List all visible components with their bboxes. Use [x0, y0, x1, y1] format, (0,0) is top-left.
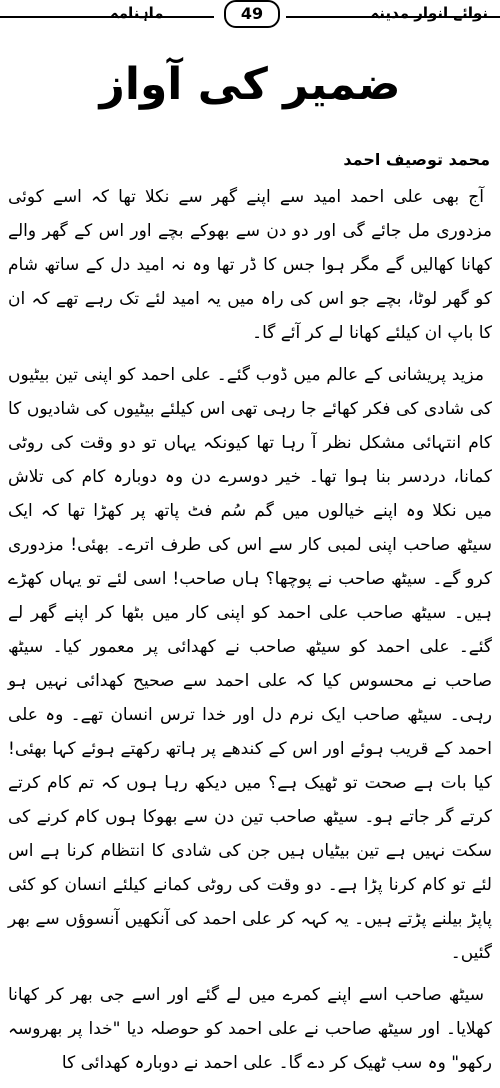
publication-name: نوائے انوار مدینہ: [370, 4, 488, 22]
article-author: محمد توصیف احمد: [343, 150, 490, 169]
article-body: [8, 180, 492, 1088]
magazine-label: ماہنامہ: [110, 4, 164, 22]
page-number: 49: [224, 0, 280, 28]
header-rule-left: [0, 16, 214, 18]
paragraph: مزید پریشانی کے عالم میں ڈوب گئے۔ علی احمد کو اپنی تین بیٹیوں کی شادی کی فکر کھائے جا رہی تھی اس کیلئے بیٹیوں کی شادیوں کا کام انتہائی مشکل نظر آ رہا تھا کیونکہ یہاں تو دو وقت کی روٹی کمانا، دردسر بنا ہوا تھا۔ خیر دوسرے دن وہ دوبارہ کام کی تلاش میں نکلا وہ اپنے خیالوں میں گم سُم فٹ پاتھ پر کھڑا تھا کہ ایک سیٹھ صاحب اپنی لمبی کار سے اس کی طرف اترے۔ بھئی! مزدوری کرو گے۔ سیٹھ صاحب نے پوچھا؟ ہاں صاحب! اسی لئے تو یہاں کھڑے ہیں۔ سیٹھ صاحب علی احمد کو اپنی کار میں بٹھا کر اپنے گھر لے گئے۔ علی احمد کو سیٹھ صاحب نے کھدائی پر معمور کیا۔ سیٹھ صاحب نے محسوس کیا کہ علی احمد سے صحیح کھدائی نہیں ہو رہی۔ سیٹھ صاحب ایک نرم دل اور خدا ترس انسان تھے۔ وہ علی احمد کے قریب ہوئے اور اس کے کندھے پر ہاتھ رکھتے ہوئے کہا بھئی! کیا بات ہے صحت تو ٹھیک ہے؟ میں دیکھ رہا ہوں کہ تم کام کرتے کرتے گر جاتے ہو۔ سیٹھ صاحب تین دن سے بھوکا ہوں کام کرنے کی سکت نہیں ہے تین بیٹیاں ہیں جن کی شادی کا انتظام کرنا ہے اس لئے تو کام کرنا پڑا ہے۔ دو وقت کی روٹی کمانے کیلئے انسان کو کئی پاپڑ بیلنے پڑتے ہیں۔ یہ کہہ کر علی احمد کی آنکھیں آنسوؤں سے بھر گئیں۔: [8, 365, 492, 963]
article-title: ضمیر کی آواز: [99, 59, 401, 110]
paragraph: آج بھی علی احمد امید سے اپنے گھر سے نکلا تھا کہ اسے کوئی مزدوری مل جائے گی اور دو دن سے بھوکے بچے اور اس کے گھر والے کھانا کھالیں گے مگر ہوا جس کا ڈر تھا وہ نہ امید دل کے ساتھ شام کو گھر لوٹا، بچے جو اس کی راہ میں یہ امید لئے تک رہے تھے کہ ان کا باپ ان کیلئے کھانا لے کر آئے گا۔: [8, 187, 492, 343]
paragraph: سیٹھ صاحب اسے اپنے کمرے میں لے گئے اور اسے جی بھر کر کھانا کھلایا۔ اور سیٹھ صاحب نے علی احمد کو حوصلہ دیا "خدا پر بھروسہ رکھو" وہ سب ٹھیک کر دے گا۔ علی احمد نے دوبارہ کھدائی کا: [8, 985, 492, 1073]
page-header: [0, 0, 500, 28]
